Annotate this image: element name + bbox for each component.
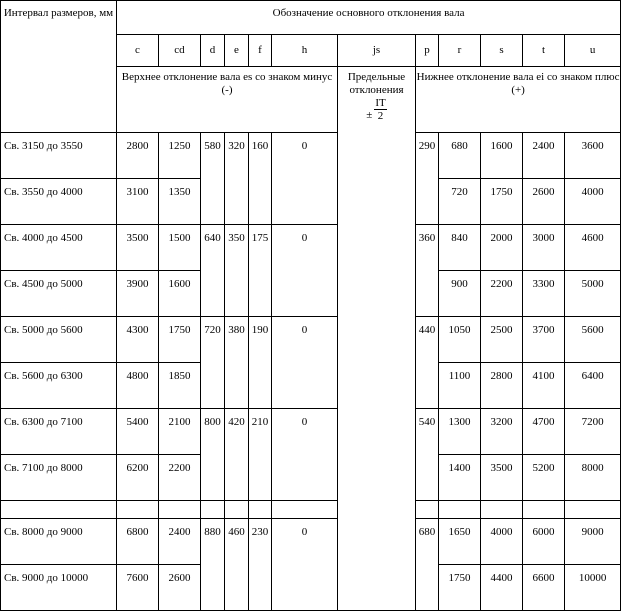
- cell-s: 1600: [481, 133, 523, 179]
- cell-e: 460: [225, 519, 249, 611]
- cell-s: 3200: [481, 409, 523, 455]
- empty-cell: [225, 501, 249, 519]
- cell-c: 2800: [117, 133, 159, 179]
- row-label: Св. 7100 до 8000: [1, 455, 117, 501]
- cell-r: 1400: [439, 455, 481, 501]
- cell-u: 7200: [565, 409, 621, 455]
- cell-s: 1750: [481, 179, 523, 225]
- cell-u: 4000: [565, 179, 621, 225]
- cell-t: 3700: [523, 317, 565, 363]
- cell-e: 420: [225, 409, 249, 501]
- cell-u: 5000: [565, 271, 621, 317]
- cell-c: 6800: [117, 519, 159, 565]
- cell-c: 3500: [117, 225, 159, 271]
- separator-row: [1, 501, 621, 519]
- cell-cd: 1600: [159, 271, 201, 317]
- cell-r: 1650: [439, 519, 481, 565]
- cell-cd: 1500: [159, 225, 201, 271]
- fraction-denominator: 2: [377, 110, 384, 122]
- plus-minus-sign: ±: [366, 109, 373, 121]
- cell-c: 4300: [117, 317, 159, 363]
- code-header-u: u: [565, 35, 621, 67]
- cell-r: 1300: [439, 409, 481, 455]
- cell-d: 640: [201, 225, 225, 317]
- code-header-cd: cd: [159, 35, 201, 67]
- row-label: Св. 9000 до 10000: [1, 565, 117, 611]
- empty-cell: [117, 501, 159, 519]
- cell-c: 3100: [117, 179, 159, 225]
- code-header-f: f: [249, 35, 272, 67]
- row-label: Св. 3150 до 3550: [1, 133, 117, 179]
- cell-u: 3600: [565, 133, 621, 179]
- cell-t: 3000: [523, 225, 565, 271]
- main-deviation-header: Обозначение основного отклонения вала: [117, 1, 621, 35]
- row-label: Св. 4500 до 5000: [1, 271, 117, 317]
- js-desc: Предельные отклонения: [347, 71, 406, 96]
- cell-h: 0: [272, 133, 338, 225]
- row-label: Св. 5600 до 6300: [1, 363, 117, 409]
- cell-t: 3300: [523, 271, 565, 317]
- cell-r: 680: [439, 133, 481, 179]
- cell-c: 3900: [117, 271, 159, 317]
- cell-s: 2800: [481, 363, 523, 409]
- empty-cell: [1, 501, 117, 519]
- code-header-d: d: [201, 35, 225, 67]
- cell-t: 5200: [523, 455, 565, 501]
- cell-f: 190: [249, 317, 272, 409]
- cell-u: 9000: [565, 519, 621, 565]
- cell-s: 4400: [481, 565, 523, 611]
- fraction-numerator: IT: [375, 97, 386, 109]
- cell-u: 4600: [565, 225, 621, 271]
- code-header-c: c: [117, 35, 159, 67]
- code-header-js: js: [338, 35, 416, 67]
- cell-f: 210: [249, 409, 272, 501]
- cell-r: 1050: [439, 317, 481, 363]
- cell-t: 2600: [523, 179, 565, 225]
- cell-h: 0: [272, 317, 338, 409]
- cell-p: 680: [416, 519, 439, 611]
- empty-cell: [481, 501, 523, 519]
- cell-cd: 1750: [159, 317, 201, 363]
- cell-r: 840: [439, 225, 481, 271]
- lower-deviation-desc: Нижнее отклонение вала ei со знаком плюс (+): [416, 67, 621, 133]
- cell-f: 230: [249, 519, 272, 611]
- row-label: Св. 4000 до 4500: [1, 225, 117, 271]
- cell-cd: 2200: [159, 455, 201, 501]
- cell-f: 175: [249, 225, 272, 317]
- cell-p: 540: [416, 409, 439, 501]
- cell-s: 2000: [481, 225, 523, 271]
- row-label: Св. 5000 до 5600: [1, 317, 117, 363]
- cell-cd: 2400: [159, 519, 201, 565]
- empty-cell: [439, 501, 481, 519]
- cell-cd: 1350: [159, 179, 201, 225]
- cell-t: 4100: [523, 363, 565, 409]
- cell-r: 900: [439, 271, 481, 317]
- interval-header: Интервал размеров, мм: [1, 1, 117, 133]
- cell-c: 5400: [117, 409, 159, 455]
- code-header-r: r: [439, 35, 481, 67]
- cell-s: 2500: [481, 317, 523, 363]
- it-over-2-fraction: [374, 97, 386, 122]
- cell-e: 350: [225, 225, 249, 317]
- row-label: Св. 6300 до 7100: [1, 409, 117, 455]
- cell-cd: 1850: [159, 363, 201, 409]
- cell-p: 290: [416, 133, 439, 225]
- upper-deviation-desc: Верхнее отклонение вала es со знаком минус (-): [117, 67, 338, 133]
- cell-u: 8000: [565, 455, 621, 501]
- cell-u: 10000: [565, 565, 621, 611]
- code-header-p: p: [416, 35, 439, 67]
- cell-f: 160: [249, 133, 272, 225]
- cell-t: 6000: [523, 519, 565, 565]
- cell-d: 880: [201, 519, 225, 611]
- cell-cd: 2100: [159, 409, 201, 455]
- cell-p: 360: [416, 225, 439, 317]
- cell-c: 6200: [117, 455, 159, 501]
- cell-r: 720: [439, 179, 481, 225]
- code-header-s: s: [481, 35, 523, 67]
- cell-d: 800: [201, 409, 225, 501]
- cell-d: 580: [201, 133, 225, 225]
- empty-cell: [249, 501, 272, 519]
- cell-h: 0: [272, 409, 338, 501]
- cell-t: 2400: [523, 133, 565, 179]
- empty-cell: [201, 501, 225, 519]
- cell-p: 440: [416, 317, 439, 409]
- cell-d: 720: [201, 317, 225, 409]
- empty-cell: [159, 501, 201, 519]
- cell-u: 6400: [565, 363, 621, 409]
- cell-cd: 2600: [159, 565, 201, 611]
- cell-e: 380: [225, 317, 249, 409]
- empty-cell: [523, 501, 565, 519]
- cell-t: 4700: [523, 409, 565, 455]
- js-limits-column: [338, 67, 416, 611]
- cell-s: 2200: [481, 271, 523, 317]
- cell-cd: 1250: [159, 133, 201, 179]
- cell-h: 0: [272, 519, 338, 611]
- cell-r: 1750: [439, 565, 481, 611]
- empty-cell: [416, 501, 439, 519]
- row-label: Св. 3550 до 4000: [1, 179, 117, 225]
- cell-s: 4000: [481, 519, 523, 565]
- cell-c: 7600: [117, 565, 159, 611]
- cell-e: 320: [225, 133, 249, 225]
- cell-t: 6600: [523, 565, 565, 611]
- cell-h: 0: [272, 225, 338, 317]
- cell-c: 4800: [117, 363, 159, 409]
- empty-cell: [565, 501, 621, 519]
- code-header-t: t: [523, 35, 565, 67]
- code-header-e: e: [225, 35, 249, 67]
- code-header-h: h: [272, 35, 338, 67]
- empty-cell: [272, 501, 338, 519]
- cell-r: 1100: [439, 363, 481, 409]
- cell-s: 3500: [481, 455, 523, 501]
- cell-u: 5600: [565, 317, 621, 363]
- row-label: Св. 8000 до 9000: [1, 519, 117, 565]
